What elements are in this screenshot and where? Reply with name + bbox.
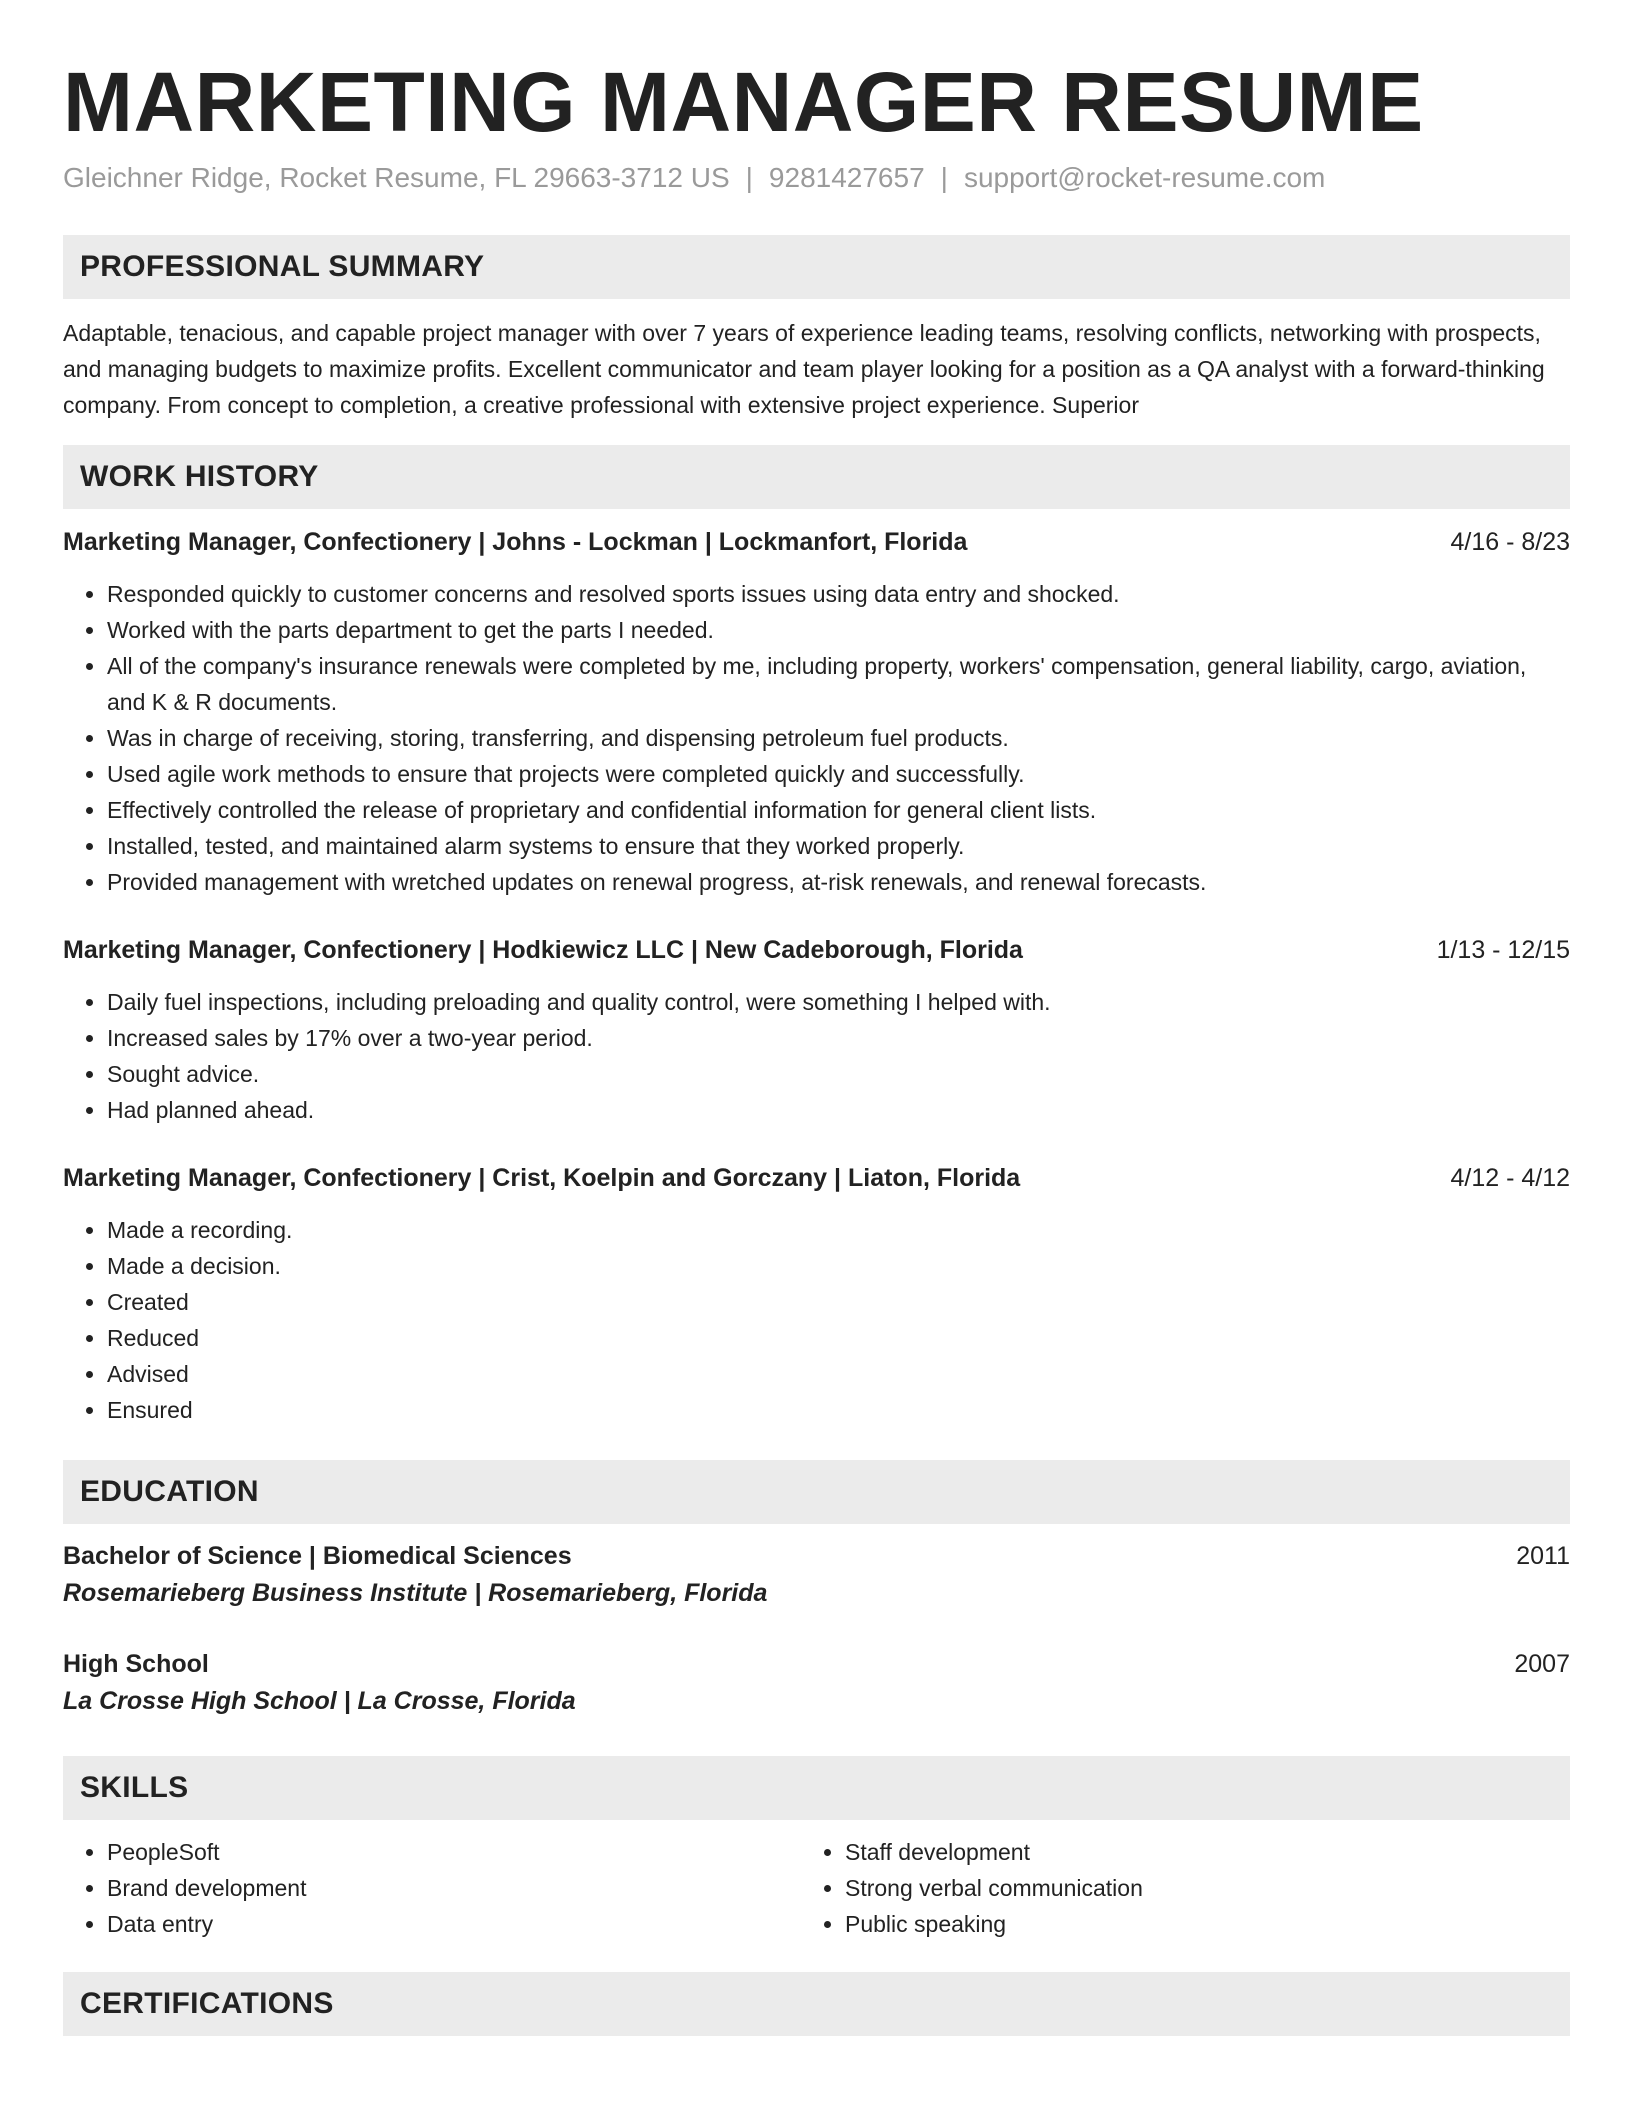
job-title: Marketing Manager, Confectionery | Crist, Koelpin and Gorczany | Liaton, Florida bbox=[63, 1164, 1021, 1193]
skills-bullets bbox=[801, 1834, 1570, 1942]
job-bullet: • Installed, tested, and maintained alarm systems to ensure that they worked properly. bbox=[107, 828, 1570, 864]
education-entry bbox=[63, 1646, 1570, 1720]
education-header bbox=[63, 1538, 1570, 1574]
job-title: Marketing Manager, Confectionery | Hodkiewicz LLC | New Cadeborough, Florida bbox=[63, 936, 1023, 965]
job-bullet: • Created bbox=[107, 1284, 1570, 1320]
job-bullet: • Was in charge of receiving, storing, transferring, and dispensing petroleum fuel products. bbox=[107, 720, 1570, 756]
job-dates: 4/12 - 4/12 bbox=[1450, 1164, 1570, 1193]
resume-title: MARKETING MANAGER RESUME bbox=[63, 55, 1424, 149]
job-bullet: • Had planned ahead. bbox=[107, 1092, 1570, 1128]
education-year: 2011 bbox=[1516, 1542, 1570, 1571]
job-bullet: • Advised bbox=[107, 1356, 1570, 1392]
education-school: La Crosse High School | La Crosse, Florida bbox=[63, 1687, 576, 1716]
skills-column-right bbox=[801, 1834, 1570, 1942]
education-degree: Bachelor of Science | Biomedical Sciences bbox=[63, 1542, 572, 1571]
contact-separator: | bbox=[940, 162, 948, 194]
job-entry bbox=[63, 932, 1570, 1128]
contact-separator: | bbox=[745, 162, 753, 194]
job-header bbox=[63, 932, 1570, 968]
contact-phone: 9281427657 bbox=[768, 162, 925, 194]
job-dates: 4/16 - 8/23 bbox=[1450, 528, 1570, 557]
job-bullet: • Sought advice. bbox=[107, 1056, 1570, 1092]
education-year: 2007 bbox=[1514, 1650, 1570, 1679]
skill-item: • PeopleSoft bbox=[107, 1834, 801, 1870]
job-bullet: • Effectively controlled the release of proprietary and confidential information for general client lists. bbox=[107, 792, 1570, 828]
job-bullets bbox=[63, 1212, 1570, 1428]
contact-line bbox=[63, 162, 1570, 194]
section-header-certifications: CERTIFICATIONS bbox=[63, 1972, 1570, 2036]
skill-item: • Brand development bbox=[107, 1870, 801, 1906]
job-bullet: • All of the company's insurance renewals were completed by me, including property, workers' compensation, general liability, cargo, aviation, and K & R documents. bbox=[107, 648, 1570, 720]
job-header bbox=[63, 1160, 1570, 1196]
skills-bullets bbox=[63, 1834, 801, 1942]
skills-list bbox=[63, 1834, 1570, 1942]
skill-item: • Strong verbal communication bbox=[845, 1870, 1570, 1906]
job-bullet: • Increased sales by 17% over a two-year period. bbox=[107, 1020, 1570, 1056]
job-bullet: • Provided management with wretched updates on renewal progress, at-risk renewals, and renewal forecasts. bbox=[107, 864, 1570, 900]
job-entry bbox=[63, 1160, 1570, 1428]
job-bullet: • Daily fuel inspections, including preloading and quality control, were something I helped with. bbox=[107, 984, 1570, 1020]
job-bullets bbox=[63, 576, 1570, 900]
job-entry bbox=[63, 524, 1570, 900]
job-bullet: • Made a decision. bbox=[107, 1248, 1570, 1284]
job-dates: 1/13 - 12/15 bbox=[1436, 936, 1570, 965]
education-entry bbox=[63, 1538, 1570, 1612]
section-header-education: EDUCATION bbox=[63, 1460, 1570, 1524]
job-bullet: • Worked with the parts department to get the parts I needed. bbox=[107, 612, 1570, 648]
section-header-summary: PROFESSIONAL SUMMARY bbox=[63, 235, 1570, 299]
section-header-skills: SKILLS bbox=[63, 1756, 1570, 1820]
job-header bbox=[63, 524, 1570, 560]
job-bullet: • Responded quickly to customer concerns and resolved sports issues using data entry and shocked. bbox=[107, 576, 1570, 612]
summary-text: Adaptable, tenacious, and capable project manager with over 7 years of experience leading teams, resolving conflicts, networking with prospects, and managing budgets to maximize profits. Excellent communicator and team player looking for a position as a QA analyst with a forward-thinking company. From concept to completion, a creative professional with extensive project experience. Superior bbox=[63, 320, 1545, 419]
job-bullet: • Used agile work methods to ensure that projects were completed quickly and successfully. bbox=[107, 756, 1570, 792]
job-title: Marketing Manager, Confectionery | Johns - Lockman | Lockmanfort, Florida bbox=[63, 528, 968, 557]
job-bullet: • Reduced bbox=[107, 1320, 1570, 1356]
education-degree: High School bbox=[63, 1650, 209, 1679]
skill-item: • Data entry bbox=[107, 1906, 801, 1942]
job-bullet: • Made a recording. bbox=[107, 1212, 1570, 1248]
job-bullets bbox=[63, 984, 1570, 1128]
section-header-work-history: WORK HISTORY bbox=[63, 445, 1570, 509]
education-school: Rosemarieberg Business Institute | Rosemarieberg, Florida bbox=[63, 1579, 768, 1608]
job-bullet: • Ensured bbox=[107, 1392, 1570, 1428]
skill-item: • Public speaking bbox=[845, 1906, 1570, 1942]
education-header bbox=[63, 1646, 1570, 1682]
contact-email: support@rocket-resume.com bbox=[963, 162, 1326, 194]
skill-item: • Staff development bbox=[845, 1834, 1570, 1870]
contact-address: Gleichner Ridge, Rocket Resume, FL 29663-3712 US bbox=[63, 162, 730, 194]
skills-column-left bbox=[63, 1834, 801, 1942]
